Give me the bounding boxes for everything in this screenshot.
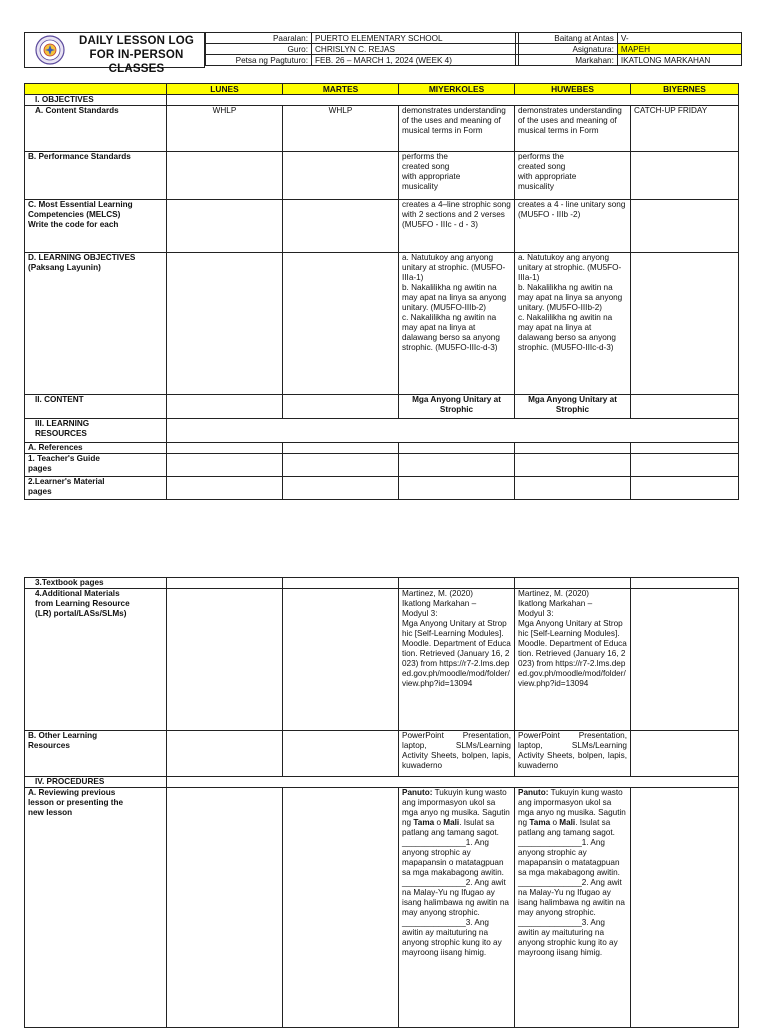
miyerkoles-cell: demonstrates understanding of the uses and meaning of musical terms in Form xyxy=(399,106,515,152)
field-label: Baitang at Antas xyxy=(516,33,618,44)
panuto-text xyxy=(518,788,627,838)
blank-cell xyxy=(167,152,283,200)
quiz-items: ______________1. Ang anyong strophic ay mapapansin o matatagpuan sa mga makabagong awitin. ______________2. Ang awit na Malay-Yu ng Ifugao ay isang halimbawa ng awitin na may anyong strophic. ______________3. Ang awitin ay maituturing na anyong strophic kung ito ay mayroong iisang himig. xyxy=(402,838,509,957)
tama-word: Tama xyxy=(529,818,551,827)
day-martes: MARTES xyxy=(283,84,399,95)
subject-value: MAPEH xyxy=(617,44,741,55)
header-field-row xyxy=(516,55,742,66)
blank-cell xyxy=(283,454,399,477)
miyerkoles-cell: performs the created song with appropriate musicality xyxy=(399,152,515,200)
blank-cell xyxy=(167,578,283,589)
row-label: B. Other Learning Resources xyxy=(25,731,167,777)
blank-cell xyxy=(283,443,399,454)
quiz-items: ______________1. Ang anyong strophic ay mapapansin o matatagpuan sa mga makabagong awitin. ______________2. Ang awit na Malay-Yu ng Ifugao ay isang halimbawa ng awitin na may anyong strophic. ______________3. Ang awitin ay maituturing na anyong strophic kung ito ay mayroong iisang himig. xyxy=(518,838,625,957)
document-title: DAILY LESSON LOG FOR IN-PERSON CLASSES xyxy=(78,35,195,75)
field-label: Markahan: xyxy=(516,55,618,66)
field-value: V- xyxy=(617,33,741,44)
additional-materials-row xyxy=(25,589,739,731)
panuto-text-part: Tukuyin kung wasto ang impormasyon ukol sa mga anyo ng musika. Sagutin ng xyxy=(402,788,510,827)
martes-cell: WHLP xyxy=(283,106,399,152)
blank-cell xyxy=(167,443,283,454)
blank-cell xyxy=(283,395,399,419)
blank-cell xyxy=(631,731,739,777)
row-label: 4.Additional Materials from Learning Resource (LR) portal/LASs/SLMs) xyxy=(25,589,167,731)
blank-cell xyxy=(283,253,399,395)
mali-word: Mali xyxy=(443,818,460,827)
blank-cell xyxy=(283,477,399,500)
blank-cell xyxy=(167,395,283,419)
huwebes-cell: creates a 4 - line unitary song (MU5FO - IIIb -2) xyxy=(515,200,631,253)
objectives-row xyxy=(25,95,739,106)
other-resources-row xyxy=(25,731,739,777)
procedures-row xyxy=(25,777,739,788)
content-row xyxy=(25,395,739,419)
blank-cell xyxy=(167,95,739,106)
objectives-heading: I. OBJECTIVES xyxy=(25,95,167,106)
row-label: A. References xyxy=(25,443,167,454)
blank-cell xyxy=(167,419,739,443)
panuto-text xyxy=(402,788,511,838)
blank-cell xyxy=(631,395,739,419)
panuto-text-part: o xyxy=(434,818,444,827)
biyernes-cell: CATCH-UP FRIDAY xyxy=(631,106,739,152)
references-row xyxy=(25,443,739,454)
blank-cell xyxy=(283,589,399,731)
blank-cell xyxy=(515,443,631,454)
panuto-label: Panuto: xyxy=(402,788,433,797)
teachers-guide-row xyxy=(25,454,739,477)
header-field-row xyxy=(516,33,742,44)
huwebes-cell: demonstrates understanding of the uses and meaning of musical terms in Form xyxy=(515,106,631,152)
blank-cell xyxy=(283,578,399,589)
header-field-row xyxy=(206,33,519,44)
blank-cell xyxy=(631,443,739,454)
header-field-row xyxy=(206,55,519,66)
textbook-row xyxy=(25,578,739,589)
header-title-box xyxy=(24,32,205,75)
row-label: 2.Learner's Material pages xyxy=(25,477,167,500)
huwebes-cell: a. Natutukoy ang anyong unitary at strophic. (MU5FO-IIIa-1) b. Nakalilikha ng awitin na may apat na linya sa anyong unitary. (MU5FO-IIIb-2) c. Nakalilikha ng awitin na may apat na linya at dalawang berso sa anyong strophic. (MU5FO-IIIc-d-3) xyxy=(515,253,631,395)
blank-cell xyxy=(283,731,399,777)
blank-cell xyxy=(631,253,739,395)
day-miyerkoles: MIYERKOLES xyxy=(399,84,515,95)
row-label: II. CONTENT xyxy=(25,395,167,419)
day-huwebes: HUWEBES xyxy=(515,84,631,95)
row-label: A. Reviewing previous lesson or presenting the new lesson xyxy=(25,788,167,1028)
blank-cell xyxy=(515,578,631,589)
panuto-text-part: . Isulat sa patlang ang tamang sagot. xyxy=(518,818,615,837)
blank-cell xyxy=(167,477,283,500)
panuto-text-part: Tukuyin kung wasto ang impormasyon ukol sa mga anyo ng musika. Sagutin ng xyxy=(518,788,626,827)
field-label: Guro: xyxy=(206,44,312,55)
lunes-cell: WHLP xyxy=(167,106,283,152)
performance-standards-row xyxy=(25,152,739,200)
day-header-row xyxy=(25,84,739,95)
header-info-right xyxy=(515,32,742,66)
tama-word: Tama xyxy=(413,818,435,827)
huwebes-cell: Mga Anyong Unitary at Strophic xyxy=(515,395,631,419)
row-label: A. Content Standards xyxy=(25,106,167,152)
blank-cell xyxy=(283,200,399,253)
header xyxy=(24,32,742,75)
blank-cell xyxy=(631,454,739,477)
field-label: Paaralan: xyxy=(206,33,312,44)
blank-cell xyxy=(167,731,283,777)
day-biyernes: BIYERNES xyxy=(631,84,739,95)
blank-cell xyxy=(631,589,739,731)
procedures-heading: IV. PROCEDURES xyxy=(25,777,167,788)
field-value: PUERTO ELEMENTARY SCHOOL xyxy=(312,33,519,44)
field-value: CHRISLYN C. REJAS xyxy=(312,44,519,55)
field-label: Asignatura: xyxy=(516,44,618,55)
blank-cell xyxy=(631,152,739,200)
panuto-text-part: o xyxy=(550,818,560,827)
panuto-label: Panuto: xyxy=(518,788,549,797)
day-lunes: LUNES xyxy=(167,84,283,95)
blank-cell xyxy=(631,578,739,589)
blank-cell xyxy=(167,777,739,788)
huwebes-cell: PowerPoint Presentation, laptop, SLMs/Learning Activity Sheets, bolpen, lapis, kuwaderno xyxy=(515,731,631,777)
content-standards-row xyxy=(25,106,739,152)
lesson-table-2 xyxy=(24,577,739,1028)
miyerkoles-cell xyxy=(399,788,515,1028)
mali-word: Mali xyxy=(559,818,576,827)
row-label: D. LEARNING OBJECTIVES (Paksang Layunin) xyxy=(25,253,167,395)
blank-cell xyxy=(167,200,283,253)
learning-objectives-row xyxy=(25,253,739,395)
miyerkoles-cell: creates a 4–line strophic song with 2 sections and 2 verses (MU5FO - IIIc - d - 3) xyxy=(399,200,515,253)
blank-cell xyxy=(399,477,515,500)
reviewing-row xyxy=(25,788,739,1028)
blank-cell xyxy=(515,454,631,477)
blank-cell xyxy=(631,200,739,253)
blank-cell xyxy=(167,253,283,395)
row-label: C. Most Essential Learning Competencies (MELCS) Write the code for each xyxy=(25,200,167,253)
huwebes-cell: Martinez, M. (2020) Ikatlong Markahan – Modyul 3: Mga Anyong Unitary at Strophic [Self-Learning Modules]. Moodle. Department of Education. Retrieved (January 16, 2023) from https://r7-2.lms.deped.gov.ph/moodle/mod/folder/view.php?id=13094 xyxy=(515,589,631,731)
learning-resources-heading: III. LEARNING RESOURCES xyxy=(25,419,167,443)
field-value: FEB. 26 – MARCH 1, 2024 (WEEK 4) xyxy=(312,55,519,66)
miyerkoles-cell: Mga Anyong Unitary at Strophic xyxy=(399,395,515,419)
huwebes-cell xyxy=(515,788,631,1028)
blank-cell xyxy=(631,477,739,500)
blank-cell xyxy=(167,788,283,1028)
row-label: B. Performance Standards xyxy=(25,152,167,200)
blank-cell xyxy=(283,788,399,1028)
blank-cell xyxy=(283,152,399,200)
blank-cell xyxy=(631,788,739,1028)
lesson-table-1 xyxy=(24,83,739,500)
blank-cell xyxy=(515,477,631,500)
blank-cell xyxy=(399,443,515,454)
panuto-text-part: . Isulat sa patlang ang tamang sagot. xyxy=(402,818,499,837)
melcs-row xyxy=(25,200,739,253)
blank-cell xyxy=(167,589,283,731)
header-field-row xyxy=(206,44,519,55)
blank-cell xyxy=(399,454,515,477)
huwebes-cell: performs the created song with appropriate musicality xyxy=(515,152,631,200)
miyerkoles-cell: Martinez, M. (2020) Ikatlong Markahan – Modyul 3: Mga Anyong Unitary at Strophic [Self-Learning Modules]. Moodle. Department of Education. Retrieved (January 16, 2023) from https://r7-2.lms.deped.gov.ph/moodle/mod/folder/view.php?id=13094 xyxy=(399,589,515,731)
learning-resources-row xyxy=(25,419,739,443)
header-info-left xyxy=(205,32,519,66)
blank-cell xyxy=(399,578,515,589)
learners-material-row xyxy=(25,477,739,500)
row-label: 3.Textbook pages xyxy=(25,578,167,589)
field-label: Petsa ng Pagtuturo: xyxy=(206,55,312,66)
deped-seal-icon xyxy=(35,35,65,65)
miyerkoles-cell: a. Natutukoy ang anyong unitary at strophic. (MU5FO-IIIa-1) b. Nakalilikha ng awitin na may apat na linya sa anyong unitary. (MU5FO-IIIb-2) c. Nakalilikha ng awitin na may apat na linya at dalawang berso sa anyong strophic. (MU5FO-IIIc-d-3) xyxy=(399,253,515,395)
header-field-row xyxy=(516,44,742,55)
row-label: 1. Teacher's Guide pages xyxy=(25,454,167,477)
blank-cell xyxy=(167,454,283,477)
field-value: IKATLONG MARKAHAN xyxy=(617,55,741,66)
blank-cell xyxy=(25,84,167,95)
miyerkoles-cell: PowerPoint Presentation, laptop, SLMs/Learning Activity Sheets, bolpen, lapis, kuwaderno xyxy=(399,731,515,777)
